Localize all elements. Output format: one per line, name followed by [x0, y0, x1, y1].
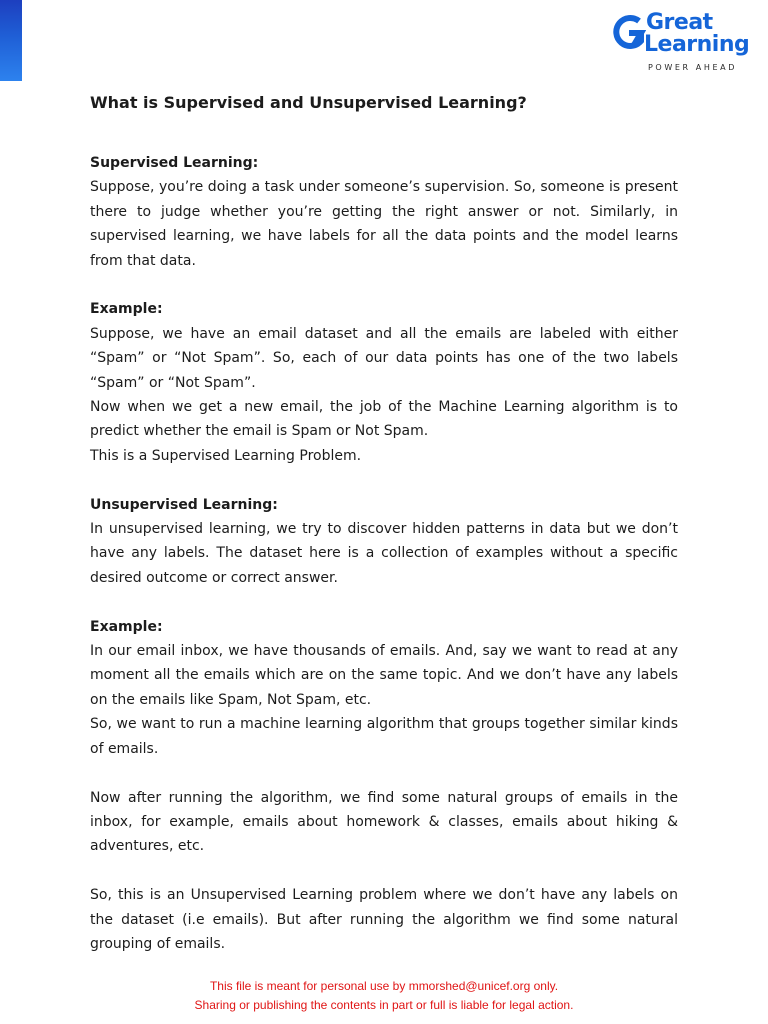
brand-name-line2: Learning [644, 32, 750, 57]
unsupervised-closing-paragraph: So, this is an Unsupervised Learning problem where we don’t have any labels on the dataset (i.e emails). But after running the algorithm we find some natural grouping of emails. [90, 887, 678, 952]
supervised-paragraph: Suppose, you’re doing a task under someone’s supervision. So, someone is present there to judge whether you’re getting the right answer or not. Similarly, in supervised learning, we have labels for all the data points and the model learns from that data. [90, 179, 678, 269]
supervised-heading: Supervised Learning: [90, 155, 259, 171]
document-body [90, 91, 678, 956]
unsupervised-closing-paragraph: Now after running the algorithm, we find some natural groups of emails in the inbox, for example, emails about homework & classes, emails about hiking & adventures, etc. [90, 789, 678, 855]
unsupervised-heading: Unsupervised Learning: [90, 496, 278, 513]
unsupervised-example-paragraph: So, we want to run a machine learning algorithm that groups together similar kinds of emails. [90, 716, 678, 757]
supervised-example-paragraph: Suppose, we have an email dataset and all the emails are labeled with either “Spam” or “Not Spam”. So, each of our data points has one of the two labels “Spam” or “Not Spam”. [90, 325, 678, 391]
brand-tagline: POWER AHEAD [648, 63, 737, 72]
footer-notice-line1: This file is meant for personal use by mmorshed@unicef.org only. [209, 979, 559, 993]
unsupervised-example-heading: Example: [90, 618, 163, 635]
accent-bar [0, 0, 22, 81]
great-learning-g-icon [612, 14, 646, 54]
brand-name-line1: Great [646, 10, 713, 35]
page-title: What is Supervised and Unsupervised Learning? [90, 93, 527, 112]
unsupervised-example-paragraph: In our email inbox, we have thousands of emails. And, say we want to read at any moment all the emails which are on the same topic. And we don’t have any labels on the emails like Spam, Not Spam, etc. [90, 643, 678, 708]
unsupervised-paragraph: In unsupervised learning, we try to discover hidden patterns in data but we don’t have any labels. The dataset here is a collection of examples without a specific desired outcome or correct answer. [90, 521, 678, 586]
brand-logo [608, 10, 750, 76]
supervised-example-heading: Example: [90, 301, 163, 318]
footer-notice-line2: Sharing or publishing the contents in part or full is liable for legal action. [194, 998, 574, 1012]
supervised-example-paragraph: This is a Supervised Learning Problem. [90, 447, 362, 464]
supervised-example-paragraph: Now when we get a new email, the job of the Machine Learning algorithm is to predict whether the email is Spam or Not Spam. [90, 399, 678, 440]
